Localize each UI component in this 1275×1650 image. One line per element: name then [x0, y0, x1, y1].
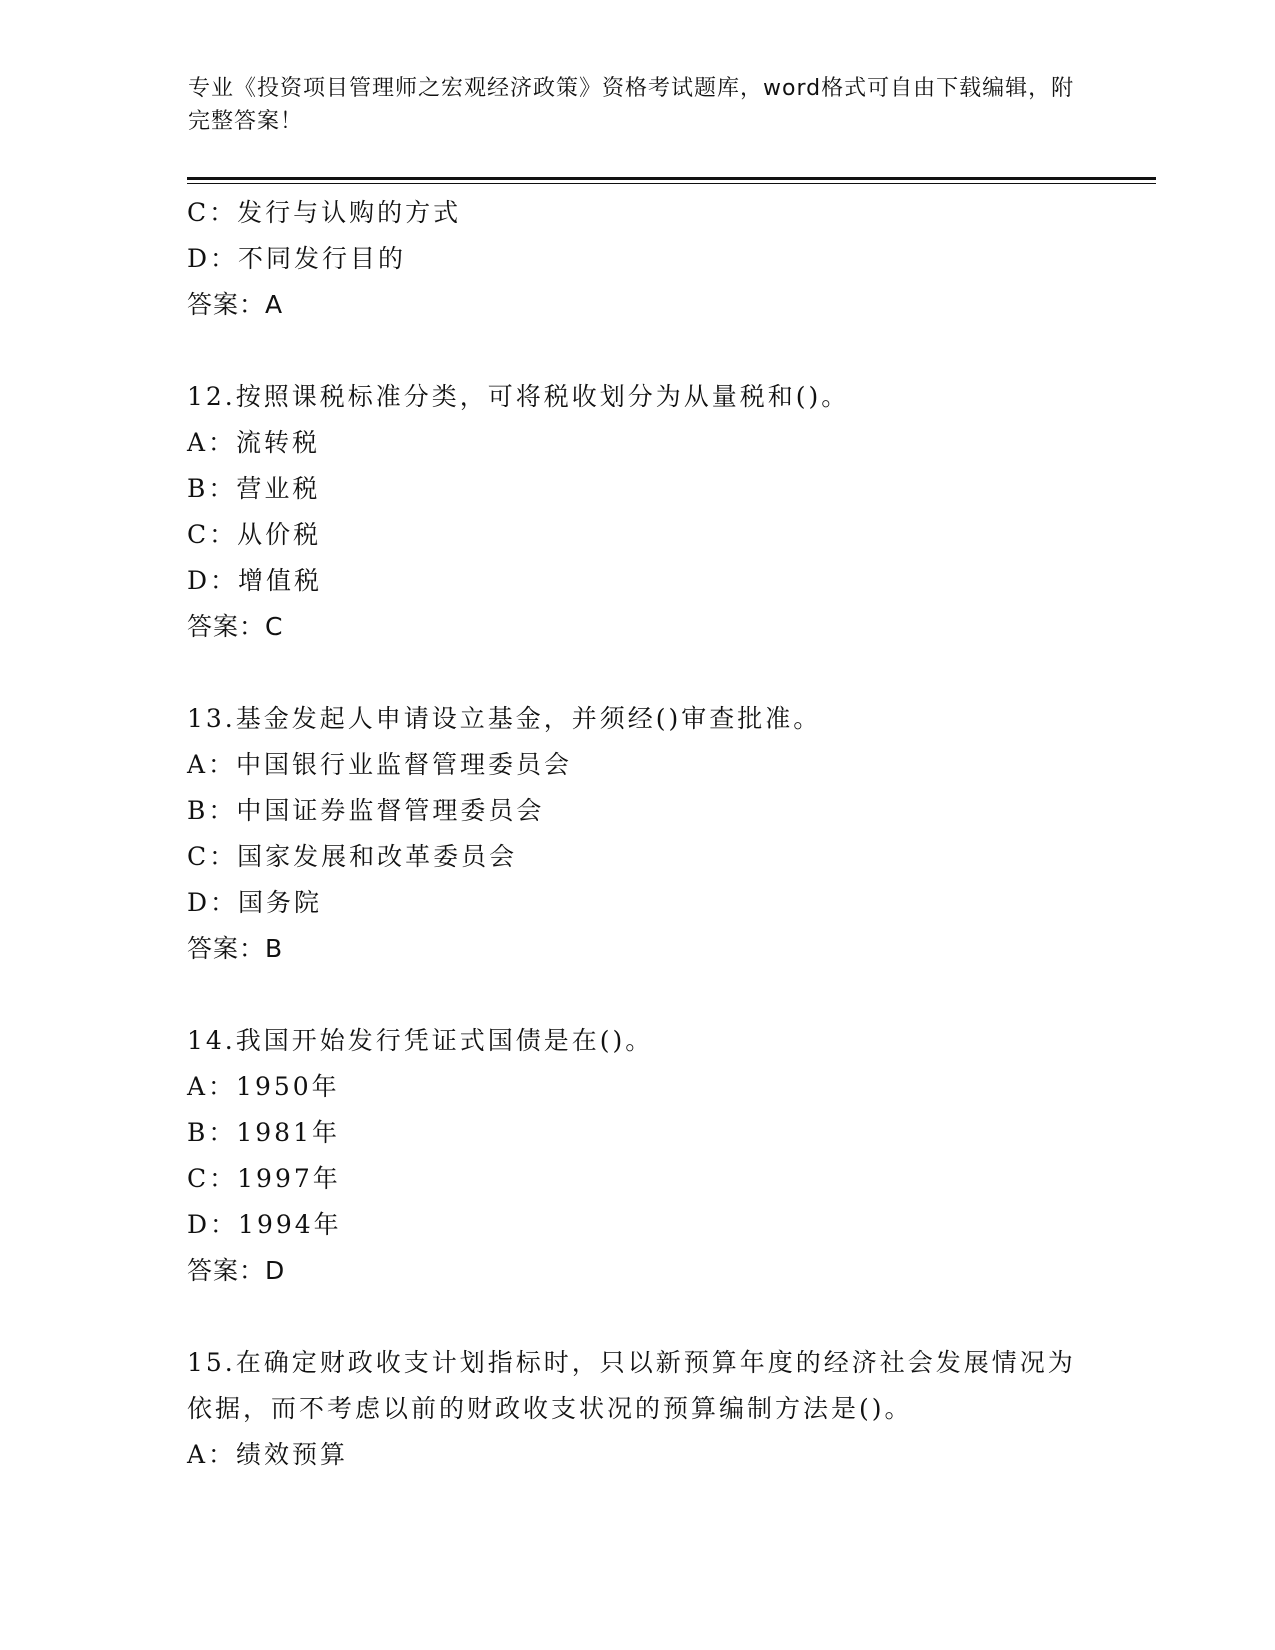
document-header: 专业《投资项目管理师之宏观经济政策》资格考试题库，word格式可自由下载编辑，附完整答案！ [188, 76, 1075, 134]
header-divider-thin [187, 183, 1156, 184]
option-a: A：中国银行业监督管理委员会 [187, 750, 573, 779]
option-a: A：流转税 [187, 428, 321, 457]
option-c: C：从价税 [187, 520, 322, 549]
question-block-12 [187, 374, 1087, 650]
option-c: C：发行与认购的方式 [187, 198, 462, 227]
option-a: A：1950年 [187, 1072, 340, 1101]
question-text: 13.基金发起人申请设立基金，并须经()审查批准。 [187, 704, 822, 733]
answer-line: 答案：C [187, 612, 284, 641]
document-body [187, 190, 1087, 1478]
option-b: B：1981年 [187, 1118, 340, 1147]
spacer [187, 1294, 1087, 1340]
option-d: D：国务院 [187, 888, 323, 917]
answer-line: 答案：A [187, 290, 284, 319]
answer-line: 答案：D [187, 1256, 286, 1285]
spacer [187, 972, 1087, 1018]
question-block-11 [187, 190, 1087, 328]
answer-line: 答案：B [187, 934, 284, 963]
option-c: C：国家发展和改革委员会 [187, 842, 518, 871]
header-divider-thick [187, 177, 1156, 180]
option-b: B：营业税 [187, 474, 321, 503]
question-block-14 [187, 1018, 1087, 1294]
spacer [187, 328, 1087, 374]
option-c: C：1997年 [187, 1164, 341, 1193]
question-text: 12.按照课税标准分类，可将税收划分为从量税和()。 [187, 382, 850, 411]
question-block-15 [187, 1340, 1087, 1478]
option-d: D：1994年 [187, 1210, 342, 1239]
question-block-13 [187, 696, 1087, 972]
question-text: 14.我国开始发行凭证式国债是在()。 [187, 1026, 654, 1055]
spacer [187, 650, 1087, 696]
option-d: D：不同发行目的 [187, 244, 407, 273]
option-b: B：中国证券监督管理委员会 [187, 796, 545, 825]
question-text: 15.在确定财政收支计划指标时，只以新预算年度的经济社会发展情况为依据，而不考虑以前的财政收支状况的预算编制方法是()。 [187, 1348, 1076, 1423]
option-a: A：绩效预算 [187, 1440, 349, 1469]
option-d: D：增值税 [187, 566, 323, 595]
